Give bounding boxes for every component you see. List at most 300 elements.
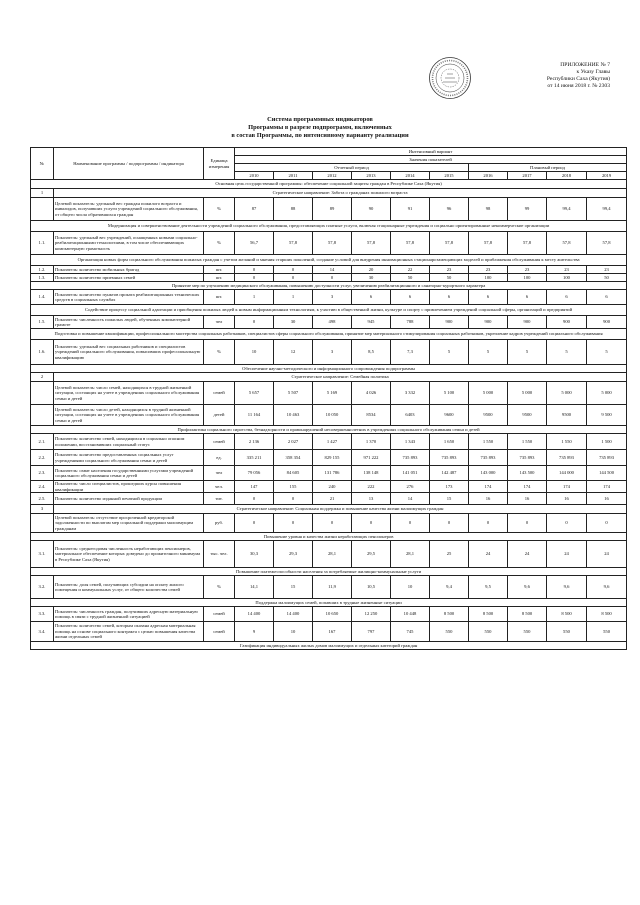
indicator-value: 971 222 [352,450,391,466]
indicator-unit: семей [204,434,235,450]
indicator-value: 0 [313,274,352,282]
indicator-value: 0 [274,266,313,274]
goal-row [31,180,627,189]
section-number: 2 [31,373,54,382]
indicator-value: 24 [508,541,547,568]
table-row [31,622,627,642]
indicator-value: 57,8 [391,232,430,255]
indicator-value: 57,8 [508,232,547,255]
task-row [31,568,627,576]
table-row [31,232,627,255]
indicator-unit: шт. [204,266,235,274]
indicator-value: 20 [352,266,391,274]
task-text: Модернизация и совершенствование деятельности учреждений социального обслуживания, предоставляющих платные услуги, включая стационарные учреждения и социально ориентированные некоммерческие организации [31,221,627,232]
indicator-name: Показатель: охват населения государственными услугами учреждений социального обслуживания семьи и детей [54,466,204,481]
indicator-value: 5 [547,340,587,365]
indicator-value: 174 [508,481,547,493]
indicator-value: 99,4 [587,198,627,221]
indicator-value: 3 332 [391,382,430,405]
indicator-value: 14 400 [235,607,274,622]
indicator-value: 174 [469,481,508,493]
indicator-value: 9,6 [587,576,627,599]
indicator-value: 8 500 [469,607,508,622]
indicator-value: 0 [391,514,430,533]
indicator-number [31,382,54,405]
indicator-name: Показатель: число специалистов, прошедших курсы повышения квалификации [54,481,204,493]
title-line: в состав Программы, по интенсивному варианту реализации [231,132,409,139]
indicator-value: 9500 [547,405,587,426]
indicator-value: 735 893 [547,450,587,466]
indicator-value: 10 [391,576,430,599]
task-text: Содействие процессу социальной адаптации и приобщения пожилых людей к новым информационным технологиям, к участию в общественной жизни, культуре и спорту с привлечением учреждений социальной сферы, организаций и предприятий [31,305,627,316]
indicator-value: 11,9 [313,576,352,599]
indicator-value: 276 [391,481,430,493]
indicator-value: 1 [274,290,313,305]
indicator-value: 147 [235,481,274,493]
indicator-value: 10 448 [391,607,430,622]
indicator-value: 829 155 [313,450,352,466]
indicator-value: 5 [587,340,627,365]
indicator-value: 550 [430,622,469,642]
indicator-number: 2.4. [31,481,54,493]
task-text: Поддержка малоимущих семей, попавших в трудные жизненные ситуации [31,599,627,607]
indicator-value: 30 [274,316,313,329]
indicator-value: 24 [547,541,587,568]
table-row [31,266,627,274]
indicator-value: 1 550 [469,434,508,450]
indicator-value: 14 [391,493,430,505]
indicator-value: 1 500 [587,434,627,450]
indicator-value: 2 136 [235,434,274,450]
indicator-value: 735 893 [391,450,430,466]
indicator-value: 735 893 [430,450,469,466]
indicator-unit: % [204,198,235,221]
table-row [31,514,627,533]
indicator-value: 88 [274,198,313,221]
indicator-value: 23 [469,266,508,274]
indicator-value: 6 [508,290,547,305]
task-text: Повышение платежеспособности населения за потребляемые жилищно-коммунальные услуги [31,568,627,576]
indicator-value: 10 [235,340,274,365]
indicator-name: Показатель: количество семей, которым оказана адресная материальная помощь на основе социального контракта с целью повышения качества жизни отдельных семей [54,622,204,642]
indicator-number: 1.1. [31,232,54,255]
section-title: Стратегическое направление: Семейная политика [54,373,627,382]
indicator-value: 22 [391,266,430,274]
indicator-unit: шт. [204,274,235,282]
indicator-value: 24 [469,541,508,568]
header-plan: Плановый период [469,164,627,172]
indicator-value: 28,1 [391,541,430,568]
indicator-value: 5 000 [587,382,627,405]
header-year: 2015 [430,172,469,180]
task-row [31,282,627,290]
indicator-value: 57,8 [313,232,352,255]
indicator-value: 143 500 [508,466,547,481]
indicator-unit: семей [204,382,235,405]
indicator-value: 14,1 [235,576,274,599]
indicator-value: 8 500 [430,607,469,622]
indicator-name: Целевой показатель: число детей, находящихся в трудной жизненной ситуации, состоящих на учете в учреждениях социального обслуживания семьи и детей [54,405,204,426]
indicator-value: 0 [469,514,508,533]
indicator-value: 57,8 [352,232,391,255]
indicator-value: 0 [430,514,469,533]
indicator-name: Показатель: доля семей, получающих субсидии на оплату жилого помещения и коммунальных услуг, от общего количества семей [54,576,204,599]
indicator-value: 138 148 [352,466,391,481]
seal-stamp [428,56,472,100]
header-report: Отчетный период [235,164,469,172]
indicator-value: 0 [352,514,391,533]
indicator-value: 9 [235,622,274,642]
indicator-unit: чел [204,466,235,481]
indicator-value: 0 [235,514,274,533]
task-row [31,426,627,434]
indicator-value: 6 [469,290,508,305]
indicator-value: 5 [430,340,469,365]
indicator-value: 14 [313,266,352,274]
indicator-value: 945 [352,316,391,329]
indicator-value: 2 027 [274,434,313,450]
indicator-value: 0 [274,493,313,505]
table-row [31,450,627,466]
indicator-number [31,198,54,221]
header-year: 2014 [391,172,430,180]
indicator-value: 144 500 [587,466,627,481]
indicator-value: 6 [391,290,430,305]
indicator-value: 0 [235,493,274,505]
indicator-value: 91 [391,198,430,221]
indicator-value: 29,5 [352,541,391,568]
indicator-value: 6 [430,290,469,305]
indicator-unit: чел [204,316,235,329]
indicator-value: 900 [469,316,508,329]
indicator-value: 56,7 [235,232,274,255]
indicator-value: 8534 [352,405,391,426]
indicator-value: 57,8 [274,232,313,255]
table-row [31,493,627,505]
indicator-value: 900 [430,316,469,329]
indicator-unit: % [204,232,235,255]
indicator-value: 735 893 [508,450,547,466]
indicator-value: 50 [391,274,430,282]
indicator-value: 335 211 [235,450,274,466]
indicator-name: Показатель: количество приемных семей [54,274,204,282]
indicator-value: 23 [587,266,627,274]
indicator-value: 57,8 [430,232,469,255]
header-year: 2012 [313,172,352,180]
indicator-value: 87 [235,198,274,221]
task-row [31,255,627,266]
indicator-value: 9500 [508,405,547,426]
indicator-number [31,405,54,426]
indicator-value: 5 000 [469,382,508,405]
task-row [31,642,627,650]
indicator-value: 735 893 [587,450,627,466]
indicator-unit: % [204,340,235,365]
indicator-value: 5 507 [274,382,313,405]
indicator-value: 10 463 [274,405,313,426]
indicator-name: Показатель: количество предоставленных социальных услуг учреждениями социального обслуживания семьи и детей [54,450,204,466]
section-number: 3 [31,505,54,514]
indicator-number: 1.3. [31,274,54,282]
indicator-value: 24 [587,541,627,568]
indicator-unit: семей [204,622,235,642]
table-row [31,607,627,622]
header-year: 2010 [235,172,274,180]
indicator-value: 550 [508,622,547,642]
indicator-value: 131 786 [313,466,352,481]
section-title: Стратегическое направление: Социальная поддержка и повышение качества жизни малоимущих граждан [54,505,627,514]
indicator-value: 8 500 [508,607,547,622]
indicator-value: 0 [547,514,587,533]
indicator-value: 10 [274,622,313,642]
task-row [31,533,627,541]
indicator-value: 174 [547,481,587,493]
indicator-value: 498 [313,316,352,329]
section-row [31,189,627,198]
section-title: Стратегическое направление: Забота о гражданах пожилого возраста [54,189,627,198]
indicator-value: 141 051 [391,466,430,481]
task-text: Газификация индивидуальных жилых домов малоимущих и отдельных категорий граждан [31,642,627,650]
indicator-value: 13 [352,493,391,505]
task-row [31,365,627,373]
indicator-value: 0 [313,514,352,533]
indicator-name: Показатель: среднегодовая численность неработающих пенсионеров, материальное обеспечение которых доведено до прожиточного минимума в Республике Саха (Якутия) [54,541,204,568]
indicator-number: 2.1. [31,434,54,450]
indicator-value: 142 487 [430,466,469,481]
indicator-value: 16 [587,493,627,505]
task-row [31,221,627,232]
task-text: Принятие мер по улучшению медицинского обслуживания, повышению доступности услуг, увеличению реабилитационного и санаторно-курортного характера [31,282,627,290]
indicator-name: Показатель: количество пунктов проката реабилитационных технических средств в социальных службах [54,290,204,305]
title-line: Программы в разрезе подпрограмм, включенных [248,124,392,131]
indicator-value: 222 [352,481,391,493]
indicator-value: 28,1 [313,541,352,568]
indicator-unit: детей [204,405,235,426]
indicator-value: 900 [547,316,587,329]
indicator-value: 57,8 [587,232,627,255]
indicator-value: 5 [508,340,547,365]
indicator-name: Показатель: удельный вес учреждений, оснащенных новыми социально-реабилитационными технологиями, в том числе обеспечивающих компьютерную грамотность [54,232,204,255]
indicator-value: 5 169 [313,382,352,405]
indicator-value: 99,4 [547,198,587,221]
indicator-value: 84 605 [274,466,313,481]
indicator-value: 12 250 [352,607,391,622]
table-row [31,434,627,450]
indicator-unit: % [204,576,235,599]
indicator-value: 6403 [391,405,430,426]
indicator-value: 9600 [430,405,469,426]
indicator-value: 745 [391,622,430,642]
indicator-unit: шт. [204,290,235,305]
indicator-value: 14 400 [274,607,313,622]
indicator-value: 173 [430,481,469,493]
indicator-value: 3 [313,290,352,305]
indicator-value: 6 [547,290,587,305]
indicator-value: 9,5 [469,576,508,599]
indicator-value: 0 [274,514,313,533]
table-row [31,316,627,329]
indicator-value: 550 [469,622,508,642]
indicator-unit: руб. [204,514,235,533]
indicator-value: 1 370 [352,434,391,450]
indicator-value: 1 550 [547,434,587,450]
indicator-value: 5 657 [235,382,274,405]
indicator-value: 10,5 [352,576,391,599]
indicator-value: 9500 [469,405,508,426]
indicator-number: 2.3. [31,466,54,481]
title-line: Система программных индикаторов [267,116,373,123]
section-row [31,373,627,382]
task-text: Профилактика социального сиротства, безнадзорности и правонарушений несовершеннолетних в учреждениях социального обслуживания семьи и детей [31,426,627,434]
indicator-value: 9,4 [430,576,469,599]
indicator-value: 788 [391,316,430,329]
indicator-value: 99 [508,198,547,221]
indicator-number: 1.5. [31,316,54,329]
indicator-value: 100 [547,274,587,282]
indicator-value: 11 164 [235,405,274,426]
header-line: от 14 июня 2018 г. № 2303 [547,83,610,89]
indicator-value: 5 000 [508,382,547,405]
indicator-value: 735 893 [469,450,508,466]
indicator-value: 9 500 [587,405,627,426]
table-row [31,576,627,599]
indicator-name: Показатель: количество семей, находящихся в социально опасном положении, восстановивших социальный статус [54,434,204,450]
indicator-unit: семей [204,607,235,622]
indicator-value: 16 [547,493,587,505]
indicator-value: 167 [313,622,352,642]
indicator-value: 12 [274,340,313,365]
indicator-value: 550 [547,622,587,642]
indicator-value: 1 343 [391,434,430,450]
indicator-value: 10 650 [313,607,352,622]
header-unit: Единица измерения [204,148,235,180]
task-row [31,599,627,607]
table-row [31,340,627,365]
header-line: ПРИЛОЖЕНИЕ № 7 [560,62,610,68]
task-row [31,305,627,316]
indicator-value: 57,8 [469,232,508,255]
table-row [31,382,627,405]
task-text: Повышение уровня и качества жизни неработающих пенсионеров [31,533,627,541]
indicator-value: 550 [587,622,627,642]
indicator-value: 89 [313,198,352,221]
indicator-value: 50 [587,274,627,282]
table-row [31,274,627,282]
indicator-value: 1 550 [508,434,547,450]
indicator-value: 57,8 [547,232,587,255]
indicator-number: 3.2. [31,576,54,599]
indicator-value: 900 [587,316,627,329]
indicator-name: Показатель: удельный вес социальных работников и специалистов учреждений социального обслуживания, повысивших профессиональную квалификацию [54,340,204,365]
indicators-table [30,147,627,650]
header-year: 2019 [587,172,627,180]
indicator-value: 30 [352,274,391,282]
indicator-name: Показатель: количество изданной печатной продукции [54,493,204,505]
indicator-number: 2.5. [31,493,54,505]
indicator-number: 3.4. [31,622,54,642]
indicator-number: 1.2. [31,266,54,274]
indicator-number: 1.6. [31,340,54,365]
indicator-value: 155 [274,481,313,493]
header-year: 2016 [469,172,508,180]
task-row [31,329,627,340]
indicator-value: 5 100 [430,382,469,405]
indicator-value: 6 [352,290,391,305]
section-number: 1 [31,189,54,198]
indicator-value: 143 000 [469,466,508,481]
header-num: № [31,148,54,180]
indicator-value: 21 [313,493,352,505]
table-row [31,466,627,481]
indicator-value: 23 [547,266,587,274]
indicator-value: 6 [587,290,627,305]
indicator-value: 9,6 [508,576,547,599]
indicator-unit: тит. [204,493,235,505]
header-year: 2018 [547,172,587,180]
indicator-value: 29,3 [274,541,313,568]
indicator-value: 0 [235,266,274,274]
indicator-number [31,514,54,533]
header-line: к Указу Главы [576,69,610,75]
indicator-value: 5 000 [547,382,587,405]
goal-cell: Основная цель государственной программы: обеспечение социальной защиты граждан в Республике Саха (Якутия) [31,180,627,189]
table-row [31,481,627,493]
indicator-value: 16 [469,493,508,505]
indicator-value: 100 [508,274,547,282]
indicator-value: 96 [430,198,469,221]
document-title [100,116,540,140]
header-name: Наименование программы / подпрограммы / индикатора [54,148,204,180]
indicator-value: 0 [274,274,313,282]
indicator-value: 3 [313,340,352,365]
indicator-value: 174 [587,481,627,493]
indicator-value: 9,6 [547,576,587,599]
indicator-number: 3.1. [31,541,54,568]
indicator-value: 0 [587,514,627,533]
indicator-value: 90 [352,198,391,221]
indicator-value: 8 500 [587,607,627,622]
header-values: Значения показателей [235,156,627,164]
indicator-value: 240 [313,481,352,493]
task-text: Обеспечение научно-методического и информационного сопровождения подпрограммы [31,365,627,373]
section-row [31,505,627,514]
indicator-value: 0 [235,274,274,282]
indicator-name: Показатель: численность граждан, получивших адресную материальную помощь в связи с трудной жизненной ситуацией [54,607,204,622]
indicator-value: 15 [274,576,313,599]
indicator-value: 0 [508,514,547,533]
header-variant: Интенсивный вариант [235,148,627,156]
indicator-value: 900 [508,316,547,329]
task-text: Подготовка и повышение квалификации, профессионального мастерства социальных работников, специалистов сферы социального обслуживания, принятие мер материального стимулирования социальных работников, укрепление кадров учреждений социального обслуживания [31,329,627,340]
indicator-name: Показатель: количество мобильных бригад [54,266,204,274]
indicator-unit: тыс. чел. [204,541,235,568]
indicator-value: 98 [469,198,508,221]
indicator-number: 3.3. [31,607,54,622]
indicator-value: 25 [430,541,469,568]
table-header-row [31,148,627,156]
indicator-value: 50 [430,274,469,282]
indicator-value: 1 [235,290,274,305]
indicator-value: 1 427 [313,434,352,450]
indicator-value: 100 [469,274,508,282]
indicator-value: 0 [235,316,274,329]
table-row [31,541,627,568]
indicator-value: 1 650 [430,434,469,450]
task-text: Организация новых форм социального обслуживания пожилых граждан с учетом желаний и мнения старших поколений, создание условий для внедрения инновационных стационарозамещающих моделей и приближения обслуживания к месту жительства [31,255,627,266]
header-year: 2013 [352,172,391,180]
table-row [31,405,627,426]
indicator-number: 1.4. [31,290,54,305]
